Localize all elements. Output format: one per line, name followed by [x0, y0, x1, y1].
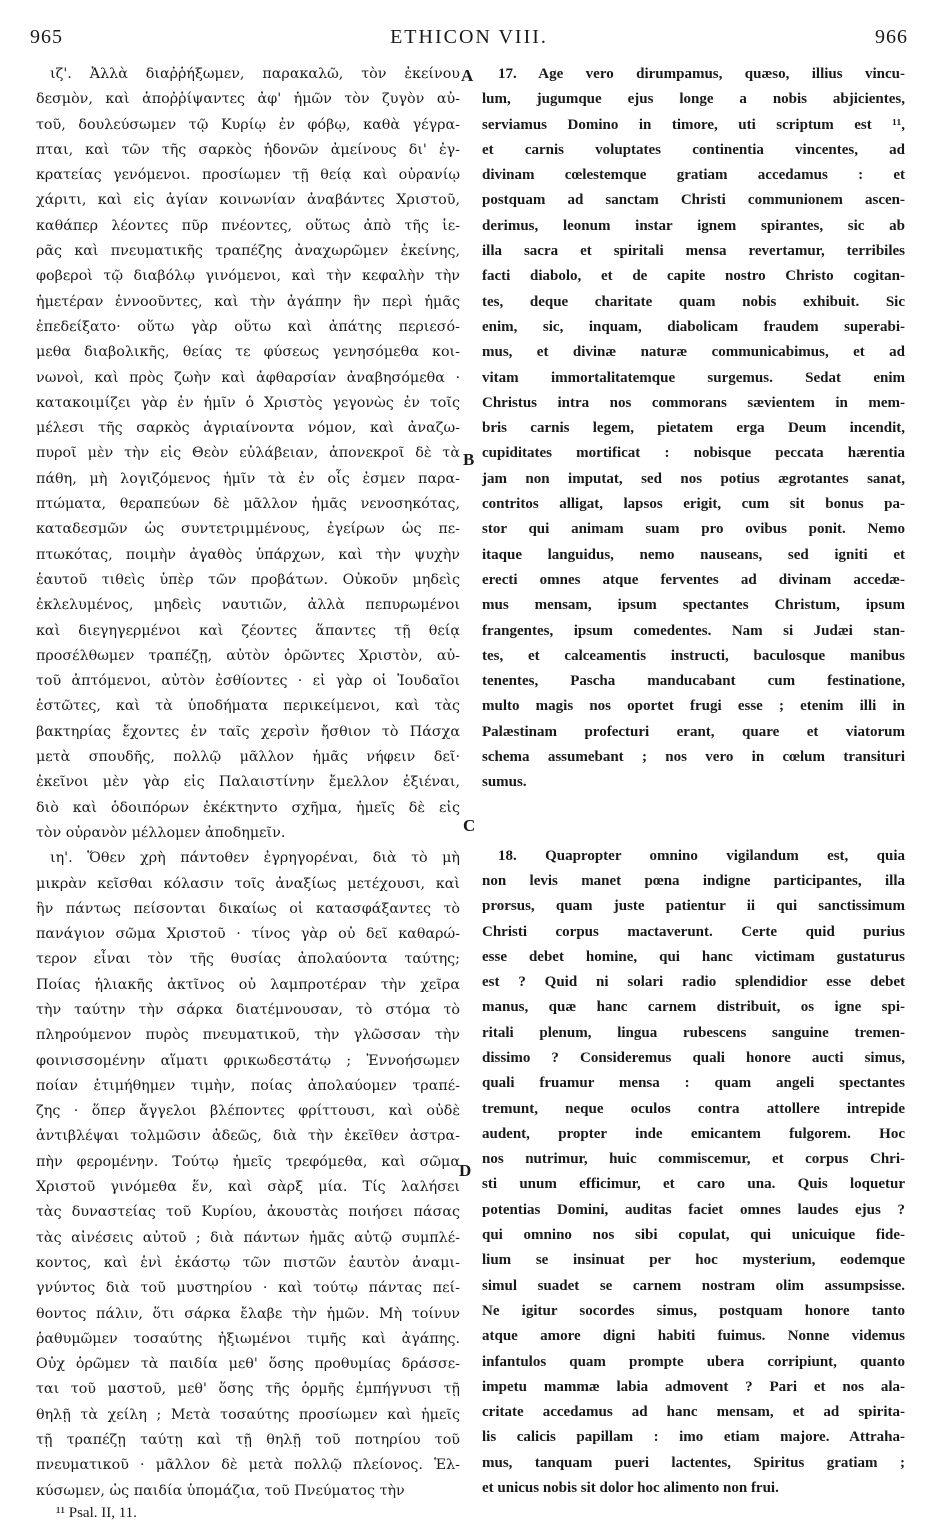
text-line: esse debet homine, qui hanc victimam gustaturus — [482, 948, 905, 965]
text-line: infantulos quam prompte ubera corripiunt, quanto — [482, 1353, 905, 1370]
text-line: πανάγιον σῶμα Χριστοῦ · τίνος γὰρ οὐ δεῖ καθαρώ- — [36, 926, 460, 943]
text-line: contritos alligat, lapsos erigit, cum sit bonus pa- — [482, 496, 905, 513]
text-line: τὸν οὐρανὸν μέλλομεν ἀποδημεῖν. — [36, 824, 286, 841]
text-line: stor qui animam suam pro ovibus ponit. Nemo — [482, 521, 905, 538]
text-line: mus mensam, ipsum spectantes Christum, ipsum — [482, 597, 905, 614]
text-line: μέλεσι τῆς σαρκὸς ἀγριαίνοντα νόμον, καὶ ἀναζω- — [36, 420, 460, 437]
text-line: ἑαυτοῦ τιθεὶς ὑπὲρ τῶν προβάτων. Οὐκοῦν μηδεὶς — [36, 571, 460, 588]
text-line: Οὐχ ὁρῶμεν τὰ παιδία μεθ' ὅσης προθυμίας δράσσε- — [36, 1356, 460, 1373]
text-line: τὴν ταύτην τὴν σάρκα διατέμνουσαν, τὸ στόμα τὸ — [36, 1001, 460, 1018]
text-line: postquam ad sanctam Christi communionem ascen- — [482, 192, 905, 209]
text-line: ται τοῦ μαστοῦ, μεθ' ὅσης τῆς ὁρμῆς ἐμπήγνυσι τῇ — [36, 1381, 460, 1398]
text-line: itaque languidus, nemo nauseans, sed igniti et — [482, 546, 905, 563]
text-line: jam non imputat, sed nos potius ægrotantes sanat, — [482, 470, 905, 487]
text-line: μεθα διαβολικῆς, θείας τε φύσεως γενησόμεθα κοι- — [36, 344, 460, 361]
text-line: lis calicis papillam : imo etiam majore. Attraha- — [482, 1429, 905, 1446]
text-line: Christi corpus mactaverunt. Certe quid purius — [482, 923, 905, 940]
text-line: κοντος, καὶ ἑνὶ ἑκάστῳ τῶν πιστῶν ἑαυτὸν ἀναμι- — [36, 1254, 460, 1271]
text-line: πται, καὶ τῶν τῆς σαρκὸς ἡδονῶν ἀμείνους δι' ἐγ- — [36, 141, 460, 158]
text-line: vitam immortalitatemque surgemus. Sedat enim — [482, 369, 905, 386]
text-line: lium se insinuat per hoc mysterium, eodemque — [482, 1252, 905, 1269]
text-line: illa sacra et spiritali mensa revertamur, terribiles — [482, 243, 905, 260]
text-line: tes, deque charitate quam nobis exhibuit. Sic — [482, 293, 905, 310]
text-line: τῇ τραπέζῃ ταύτῃ καὶ τῇ θηλῇ τοῦ ποτηρίου τοῦ — [36, 1432, 460, 1449]
text-line: ritali plenum, lingua rubescens sanguine tremen- — [482, 1024, 905, 1041]
page-number-left: 965 — [30, 26, 63, 48]
text-line: ιζ'. Ἀλλὰ διαῤῥήξωμεν, παρακαλῶ, τὸν ἐκείνου — [50, 66, 460, 82]
text-line: 17. Age vero dirumpamus, quæso, illius vincu- — [498, 66, 905, 82]
text-line: frangentes, ipsum comedentes. Nam si Judæi stan- — [482, 622, 905, 639]
text-line: et carnis voluptates continentia vincentes, ad — [482, 141, 905, 158]
text-line: atque amore digni habiti fuimus. Nonne videmus — [482, 1328, 905, 1345]
text-line: Χριστοῦ γινόμεθα ἕν, καὶ σὰρξ μία. Τίς λαλήσει — [36, 1179, 460, 1196]
text-line: μικρὰν κεῖσθαι κόλασιν τοῖς ἀναξίως μετέχουσι, καὶ — [36, 875, 460, 892]
text-line: τερον εἶναι τὸν τῆς θυσίας ἀπολαύοντα ταύτης; — [36, 951, 460, 968]
running-title: ETHICON VIII. — [390, 26, 548, 48]
text-line: qui omnino nos sibi copulat, qui unicuique fide- — [482, 1227, 905, 1244]
section-marker-a: A — [461, 66, 474, 85]
text-line: κατακοιμίζει γὰρ ἐν ἡμῖν ὁ Χριστὸς γεγονὼς ἐν τοῖς — [36, 394, 460, 411]
text-line: divinam cœlestemque gratiam accedamus : et — [482, 167, 905, 184]
text-line: potentias Domini, auditas faciet omnes laudes ejus ? — [482, 1201, 905, 1218]
text-line: serviamus Domino in timore, uti scriptum est ¹¹, — [482, 116, 905, 133]
text-line: bris carnis legem, pietatem erga Deum incendit, — [482, 420, 905, 437]
greek-column — [36, 62, 460, 1504]
text-line: non levis manet pœna indigne participantes, illa — [482, 872, 905, 889]
text-line: erecti omnes atque ferventes ad divinam accedæ- — [482, 571, 905, 588]
text-line: καταδεσμῶν ὡς συντετριμμένους, ἐγείρων ὡς πε- — [36, 521, 460, 538]
text-line: tenentes, Pascha manducabant cum festinatione, — [482, 673, 905, 690]
text-line: sti unum efficimur, et caro una. Quis loquetur — [482, 1176, 905, 1193]
text-line: πνευματικοῦ · μᾶλλον δὲ μετὰ πολλῷ πλείονος. Ἑλ- — [36, 1457, 460, 1474]
text-line: πληρούμενον πυρὸς πνευματικοῦ, τὴν γλῶσσαν τὴν — [36, 1027, 460, 1044]
text-line: πὴν φερομένην. Τούτῳ ἡμεῖς τρεφόμεθα, καὶ σῶμα — [36, 1153, 460, 1170]
page-header — [30, 22, 908, 52]
text-line: ποίαν ἐτιμήθημεν τιμὴν, ποίας ἀπολαύομεν τραπέ- — [36, 1077, 460, 1094]
text-line: ἑστῶτες, καὶ τὰ ὑποδήματα περικείμενοι, καὶ τὰς — [36, 698, 460, 715]
text-line: χάριτι, καὶ εἰς ἁγίαν κοινωνίαν ἀναβάντες Χριστοῦ, — [36, 192, 460, 209]
text-line: ῥαθυμῶμεν τοσαύτης ἠξιωμένοι τιμῆς καὶ ἀγάπης. — [36, 1330, 460, 1347]
text-line: lum, jugumque ejus longe a nobis abjicientes, — [482, 91, 905, 108]
text-line: schema assumebant ; nos vero in cœlum transituri — [482, 749, 905, 766]
text-line: Ne igitur socordes simus, postquam honore tanto — [482, 1302, 905, 1319]
text-line: καθάπερ λέοντες πῦρ πνέοντες, οὕτως ἀπὸ τῆς ἱε- — [36, 217, 460, 234]
text-line: audent, propter inde emicantem fulgorem. Hoc — [482, 1125, 905, 1142]
paragraph-gap — [482, 796, 905, 844]
text-line: πυροῖ μὲν τὴν εἰς Θεὸν εὐλάβειαν, ἀπονεκροῖ δὲ τὰ — [36, 445, 460, 462]
text-line: ἣν πάντως πείσονται δικαίως οἱ κατασφάξαντες τὸ — [36, 900, 460, 917]
text-line: 18. Quapropter omnino vigilandum est, quia — [498, 847, 905, 864]
text-line: πτωκότας, ποιμὴν ἀγαθὸς ὑπάρχων, καὶ τὴν ψυχὴν — [36, 546, 460, 563]
text-line: mus, et divinæ naturæ communicabimus, et ad — [482, 344, 905, 361]
text-line: tremunt, neque oculos contra attollere intrepide — [482, 1100, 905, 1117]
text-line: μετὰ σπουδῆς, πολλῷ μᾶλλον ἡμᾶς νήφειν δεῖ· — [36, 749, 460, 766]
text-line: κύσωμεν, ὡς παιδία ὑπομάζια, τοῦ Πνεύματος τὴν — [36, 1482, 405, 1499]
text-line: derimus, leonum instar ignem spirantes, sic ab — [482, 217, 905, 234]
text-line: πάθη, μὴ λογιζόμενος ἡμῖν τὰ ἐν οἷς ἐσμεν παρα- — [36, 470, 460, 487]
text-line: impetu mammæ labia admovent ? Pari et nos ala- — [482, 1378, 905, 1395]
text-line: δεσμὸν, καὶ ἀποῤῥίψαντες ἀφ' ἡμῶν τὸν ζυγὸν αὐ- — [36, 91, 460, 108]
text-line: multo magis nos oportet frugi esse ; etenim illi in — [482, 698, 905, 715]
text-line: dissimo ? Consideremus quali honore aucti simus, — [482, 1049, 905, 1066]
text-line: διὸ καὶ ὁδοιπόρων ἐκέκτηντο σχῆμα, ἡμεῖς δὲ εἰς — [36, 799, 460, 816]
text-line: Palæstinam profecturi erant, quare et viatorum — [482, 723, 905, 740]
text-line: θοντος πάλιν, ὅτι σάρκα ἔλαβε τὴν ἡμῶν. Μὴ τοίνυν — [36, 1305, 460, 1322]
text-line: ἡμετέραν ἐννοοῦντες, καὶ τὴν ἀγάπην ἣν περὶ ἡμᾶς — [36, 293, 460, 310]
text-line: sumus. — [482, 774, 527, 791]
text-line: ζης · ὅπερ ἄγγελοι βλέποντες φρίττουσι, καὶ οὐδὲ — [36, 1103, 460, 1120]
text-line: πτώματα, θεραπεύων δὲ μᾶλλον ἡμᾶς νενοσηκότας, — [36, 496, 460, 513]
text-line: προσέλθωμεν τραπέζῃ, αὐτὸν ὁρῶντες Χριστὸν, αὐ- — [36, 647, 460, 664]
text-line: critate accedamus ad hanc mensam, et ad spirita- — [482, 1404, 905, 1421]
text-line: mus, tanquam pueri lactentes, Spiritus gratiam ; — [482, 1454, 905, 1471]
section-marker-c: C — [463, 816, 476, 835]
text-line: τοῦ ἁπτόμενοι, αὐτὸν ἐσθίοντες · εἰ γὰρ οἱ Ἰουδαῖοι — [36, 673, 460, 690]
text-line: καὶ διεγηγερμένοι καὶ ζέοντες ἅπαντες τῇ θείᾳ — [36, 622, 460, 639]
text-line: facti diabolo, et de capite nostro Christo cogitan- — [482, 268, 905, 285]
text-line: κρατείας γενόμενοι. προσίωμεν τῇ θείᾳ καὶ οὐρανίῳ — [36, 167, 460, 184]
section-marker-d: D — [459, 1161, 472, 1180]
text-line: est ? Quid ni solari radio splendidior esse debet — [482, 974, 905, 991]
text-line: Christus intra nos commorans sævientem in mem- — [482, 394, 905, 411]
text-line: ρᾶς καὶ πνευματικῆς τραπέζης ἀναχωρῶμεν ἐκείνης, — [36, 243, 460, 260]
text-line: φοβεροὶ τῷ διαβόλῳ γινόμενοι, καὶ τὴν κεφαλὴν τὴν — [36, 268, 460, 285]
latin-column — [482, 62, 905, 1501]
text-line: ιη'. Ὅθεν χρὴ πάντοθεν ἐγρηγορέναι, διὰ τὸ μὴ — [50, 850, 460, 867]
text-line: et unicus nobis sit dolor hoc alimento non frui. — [482, 1480, 779, 1497]
text-line: manus, quæ hanc carnem distribuit, os igne spi- — [482, 999, 905, 1016]
text-line: γνύντος διὰ τοῦ μυστηρίου · καὶ τούτῳ πάντας πεί- — [36, 1280, 460, 1297]
text-line: ἐκλελυμένος, μηδεὶς ναυτιῶν, ἀλλὰ πεπυρωμένοι — [36, 597, 460, 614]
text-line: βακτηρίας ἔχοντες ἐν ταῖς χερσὶν ἤσθιον τὸ Πάσχα — [36, 723, 460, 740]
text-line: τοῦ, δουλεύσωμεν τῷ Κυρίῳ ἐν φόβῳ, καθὰ γέγρα- — [36, 116, 460, 133]
text-line: nos nutrimur, huic commiscemur, et corpus Chri- — [482, 1151, 905, 1168]
text-line: quali fruamur mensa : quam angeli spectantes — [482, 1075, 905, 1092]
text-line: ἐκεῖνοι μὲν γὰρ εἰς Παλαιστίνην ἔμελλον ἐξιέναι, — [36, 774, 460, 791]
text-line: tes, et calceamentis instructi, baculosque manibus — [482, 647, 905, 664]
text-line: νωνοὶ, καὶ πρὸς ζωὴν καὶ ἀφθαρσίαν ἀναβησόμεθα · — [36, 369, 460, 386]
text-line: prorsus, quam juste patientur ii qui sanctissimum — [482, 898, 905, 915]
text-line: τὰς αἰνέσεις αὐτοῦ ; διὰ πάντων ἡμᾶς αὐτῷ συμπλέ- — [36, 1229, 460, 1246]
section-marker-b: B — [463, 450, 475, 469]
text-line: enim, sic, inquam, diabolicam fraudem superabi- — [482, 318, 905, 335]
text-line: φοινισσομένην αἵματι φρικωδεστάτῳ ; Ἐννοήσωμεν — [36, 1052, 460, 1069]
text-line: ἐπεδείξατο· οὕτω γὰρ οὕτω καὶ ἀπάτης περιεσό- — [36, 318, 460, 335]
text-line: θηλῇ τὰ χείλη ; Μετὰ τοσαύτης προσίωμεν καὶ ἡμεῖς — [36, 1406, 460, 1423]
text-line: cupiditates mortificat : nobisque peccata hærentia — [482, 445, 905, 462]
text-line: Ποίας ἡλιακῆς ἀκτῖνος οὐ λαμπροτέραν τὴν χεῖρα — [36, 976, 460, 993]
footnote: ¹¹ Psal. II, 11. — [56, 1505, 137, 1521]
text-line: ἀντιβλέψαι τολμῶσιν ἀδεῶς, διὰ τὴν ἐκεῖθεν ἀστρα- — [36, 1128, 460, 1145]
page-number-right: 966 — [875, 26, 908, 48]
text-line: τὰς δυναστείας τοῦ Κυρίου, ἀκουστὰς ποιήσει πάσας — [36, 1204, 460, 1221]
text-line: simul suadet se carnem nostram olim assumpsisse. — [482, 1277, 905, 1294]
